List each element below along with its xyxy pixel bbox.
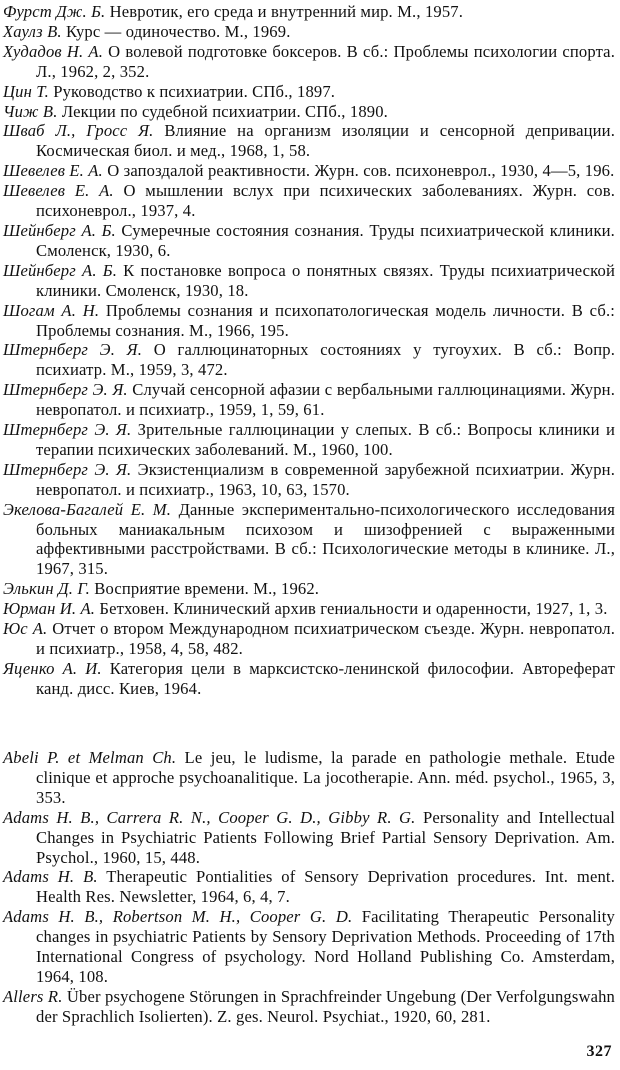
reference-author: Хаулз В. [3,21,62,41]
reference-author: Шевелев Е. А. [3,161,103,181]
reference-text: К постановке вопроса о понятных связях. Труды психиатрической клиники. Смоленск, 1930, 18. [36,260,615,300]
reference-entry [3,500,615,580]
reference-author: Шогам А. Н. [3,300,100,320]
reference-entry [3,261,615,301]
reference-author: Adams H. B. [3,867,98,887]
reference-text: Влияние на организм изоляции и сенсорной депривации. Космическая биол. и мед., 1968, 1, 58. [36,121,615,161]
reference-text: Le jeu, le ludisme, la parade en pathologie methale. Etude clinique et approche psychoanalitique. La jocotherapie. Ann. méd. psychol., 1965, 3, 353. [36,748,615,807]
reference-text: Восприятие времени. М., 1962. [94,579,320,599]
russian-references-list [3,2,615,699]
reference-author: Цин Т. [3,81,49,101]
reference-text: Facilitating Therapeutic Personality changes in psychiatric Patients by Sensory Deprivation Methods. Proceeding of 17th International Congress of psychology. Nord Holland Publishing Co. Amsterdam, 1964, 108. [36,907,616,986]
reference-author: Худадов Н. А. [3,41,104,61]
reference-entry [3,420,615,460]
reference-author: Яценко А. И. [3,658,102,678]
reference-entry [3,579,615,599]
reference-author: Штернберг Э. Я. [3,340,143,360]
reference-text: Отчет о втором Международном психиатрическом съезде. Журн. невропатол. и психиатр., 1958, 4, 58, 482. [36,619,615,658]
reference-entry [3,102,615,122]
reference-entry [3,181,615,221]
reference-entry [3,82,615,102]
reference-author: Юс А. [3,619,48,639]
reference-author: Шейнберг А. Б. [3,220,116,240]
reference-text: Невротик, его среда и внутренний мир. М., 1957. [109,2,464,21]
reference-entry [3,907,615,987]
foreign-references-list [3,748,615,1027]
reference-entry [3,748,615,808]
reference-text: Курс — одиночество. М., 1969. [66,21,291,41]
reference-entry [3,161,615,181]
reference-text: О галлюцинаторных состояниях у тугоухих. В сб.: Вопр. психиатр. М., 1959, 3, 472. [36,340,615,380]
reference-text: Лекции по судебной психиатрии. СПб., 1890. [61,101,388,121]
reference-text: Зрительные галлюцинации у слепых. В сб.: Вопросы клиники и терапии психических заболеваний. М., 1960, 100. [36,420,615,459]
reference-text: Über psychogene Störungen in Sprachfreinder Ungebung (Der Verfolgungswahn der Sprachlich Isolierten). Z. ges. Neurol. Psychiat., 1920, 60, 281. [36,986,615,1026]
reference-entry [3,619,615,659]
reference-text: Проблемы сознания и психопатологическая модель личности. В сб.: Проблемы сознания. М., 1966, 195. [36,300,615,340]
reference-entry [3,599,615,619]
reference-author: Adams H. B., Robertson M. H., Cooper G. D. [3,907,353,927]
reference-author: Экелова-Багалей Е. М. [3,499,172,519]
reference-author: Adams H. B., Carrera R. N., Cooper G. D., Gibby R. G. [3,807,416,827]
reference-entry [3,42,615,82]
reference-text: Экзистенциализм в современной зарубежной психиатрии. Журн. невропатол. и психиатр., 1963, 10, 63, 1570. [36,459,615,499]
reference-author: Фурст Дж. Б. [3,2,106,21]
reference-text: Руководство к психиатрии. СПб., 1897. [53,81,336,101]
reference-text: Personality and Intellectual Changes in Psychiatric Patients Following Brief Partial Sensory Deprivation. Am. Psychol., 1960, 15, 448. [36,807,615,867]
reference-text: Случай сенсорной афазии с вербальными галлюцинациями. Журн. невропатол. и психиатр., 1959, 1, 59, 61. [36,380,615,420]
reference-text: Данные экспериментально-психологического исследования больных маниакальным психозом и шизофренией с выраженными аффективными расстройствами. В сб.: Психологические методы в клинике. Л., 1967, 315. [36,499,615,579]
reference-entry [3,659,615,699]
reference-author: Шевелев Е. А. [3,181,114,201]
reference-entry [3,2,615,22]
reference-author: Штернберг Э. Я. [3,380,128,400]
reference-text: О волевой подготовке боксеров. В сб.: Проблемы психологии спорта. Л., 1962, 2, 352. [36,41,615,81]
reference-entry [3,301,615,341]
reference-entry [3,22,615,42]
reference-text: Сумеречные состояния сознания. Труды психиатрической клиники. Смоленск, 1930, 6. [36,220,615,260]
reference-author: Чиж В. [3,101,58,121]
reference-author: Abeli P. et Melman Ch. [3,748,177,767]
reference-author: Штернберг Э. Я. [3,459,132,479]
reference-entry [3,987,615,1027]
reference-text: Therapeutic Pontialities of Sensory Deprivation procedures. Int. ment. Health Res. Newsletter, 1964, 6, 4, 7. [36,867,615,907]
reference-entry [3,340,615,380]
reference-entry [3,121,615,161]
reference-author: Штернберг Э. Я. [3,420,132,440]
reference-text: Категория цели в марксистско-ленинской философии. Автореферат канд. дисс. Киев, 1964. [36,658,615,698]
reference-text: О запоздалой реактивности. Журн. сов. психоневрол., 1930, 4—5, 196. [107,161,615,181]
page-number: 327 [586,1043,612,1060]
reference-entry [3,808,615,868]
reference-text: О мышлении вслух при психических заболеваниях. Журн. сов. психоневрол., 1937, 4. [36,181,615,221]
reference-author: Юрман И. А. [3,599,96,619]
reference-entry [3,460,615,500]
reference-author: Allers R. [3,986,63,1006]
reference-text: Бетховен. Клинический архив гениальности и одаренности, 1927, 1, 3. [99,599,608,619]
reference-author: Шейнберг А. Б. [3,260,117,280]
reference-entry [3,867,615,907]
reference-author: Шваб Л., Гросс Я. [3,121,154,141]
reference-entry [3,380,615,420]
reference-entry [3,221,615,261]
reference-author: Элькин Д. Г. [3,579,90,599]
